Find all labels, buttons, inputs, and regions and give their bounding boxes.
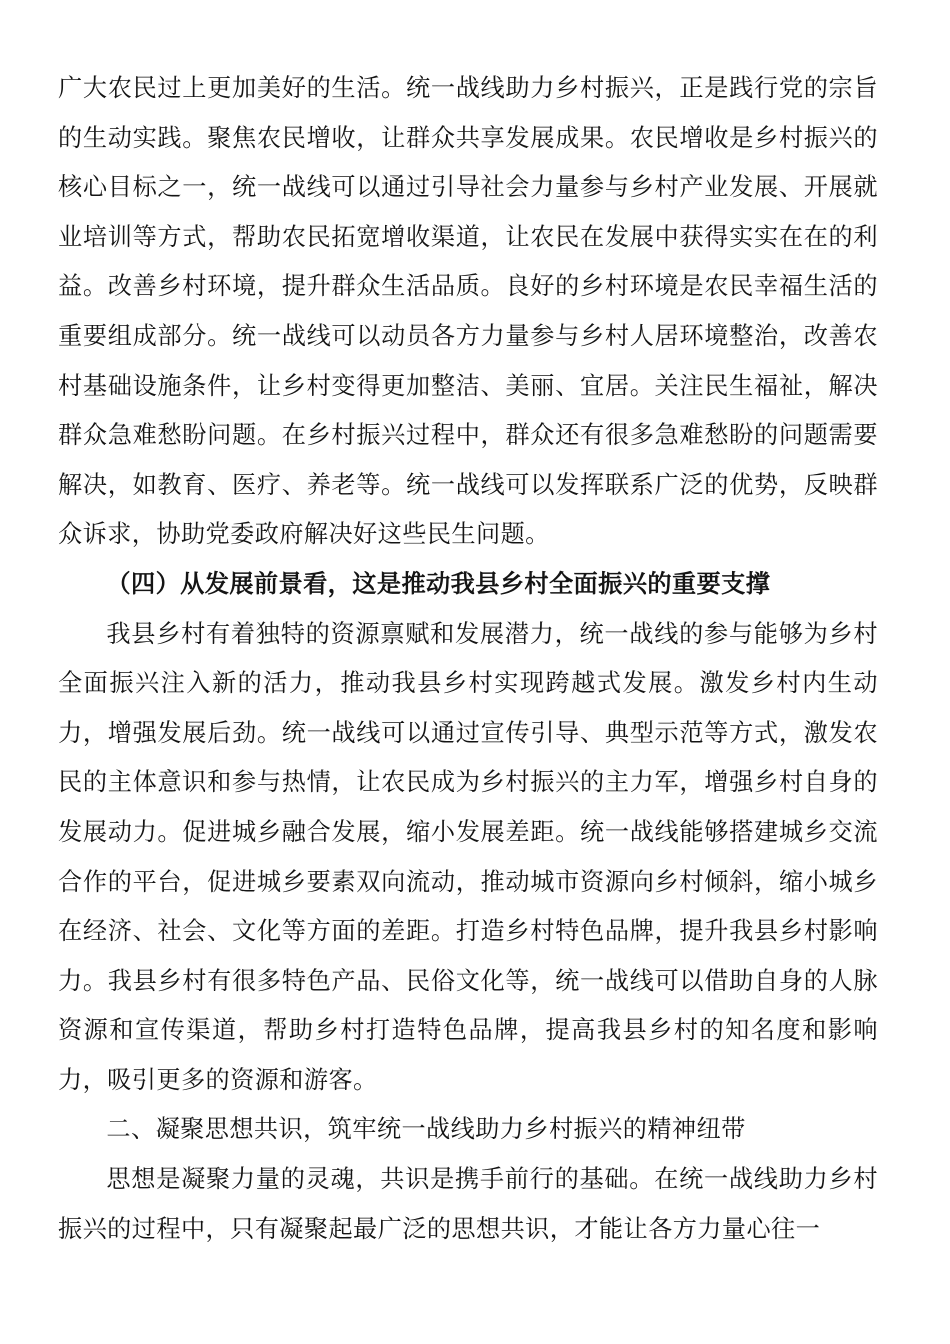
section-subheading-four: （四）从发展前景看，这是推动我县乡村全面振兴的重要支撑 — [106, 569, 771, 598]
body-paragraph: 思想是凝聚力量的灵魂，共识是携手前行的基础。在统一战线助力乡村振兴的过程中，只有凝聚起最广泛的思想共识，才能让各方力量心往一 — [58, 1165, 878, 1243]
body-paragraph-continued: 广大农民过上更加美好的生活。统一战线助力乡村振兴，正是践行党的宗旨的生动实践。聚焦农民增收，让群众共享发展成果。农民增收是乡村振兴的核心目标之一，统一战线可以通过引导社会力量参与乡村产业发展、开展就业培训等方式，帮助农民拓宽增收渠道，让农民在发展中获得实实在在的利益。改善乡村环境，提升群众生活品质。良好的乡村环境是农民幸福生活的重要组成部分。统一战线可以动员各方力量参与乡村人居环境整治，改善农村基础设施条件，让乡村变得更加整洁、美丽、宜居。关注民生福祉，解决群众急难愁盼问题。在乡村振兴过程中，群众还有很多急难愁盼的问题需要解决，如教育、医疗、养老等。统一战线可以发挥联系广泛的优势，反映群众诉求，协助党委政府解决好这些民生问题。 — [58, 74, 878, 549]
body-paragraph: 我县乡村有着独特的资源禀赋和发展潜力，统一战线的参与能够为乡村全面振兴注入新的活力，推动我县乡村实现跨越式发展。激发乡村内生动力，增强发展后劲。统一战线可以通过宣传引导、典型示范等方式，激发农民的主体意识和参与热情，让农民成为乡村振兴的主力军，增强乡村自身的发展动力。促进城乡融合发展，缩小发展差距。统一战线能够搭建城乡交流合作的平台，促进城乡要素双向流动，推动城市资源向乡村倾斜，缩小城乡在经济、社会、文化等方面的差距。打造乡村特色品牌，提升我县乡村影响力。我县乡村有很多特色产品、民俗文化等，统一战线可以借助自身的人脉资源和宣传渠道，帮助乡村打造特色品牌，提高我县乡村的知名度和影响力，吸引更多的资源和游客。 — [58, 619, 878, 1094]
document-page — [58, 64, 878, 1254]
section-heading-two: 二、凝聚思想共识，筑牢统一战线助力乡村振兴的精神纽带 — [106, 1115, 746, 1144]
